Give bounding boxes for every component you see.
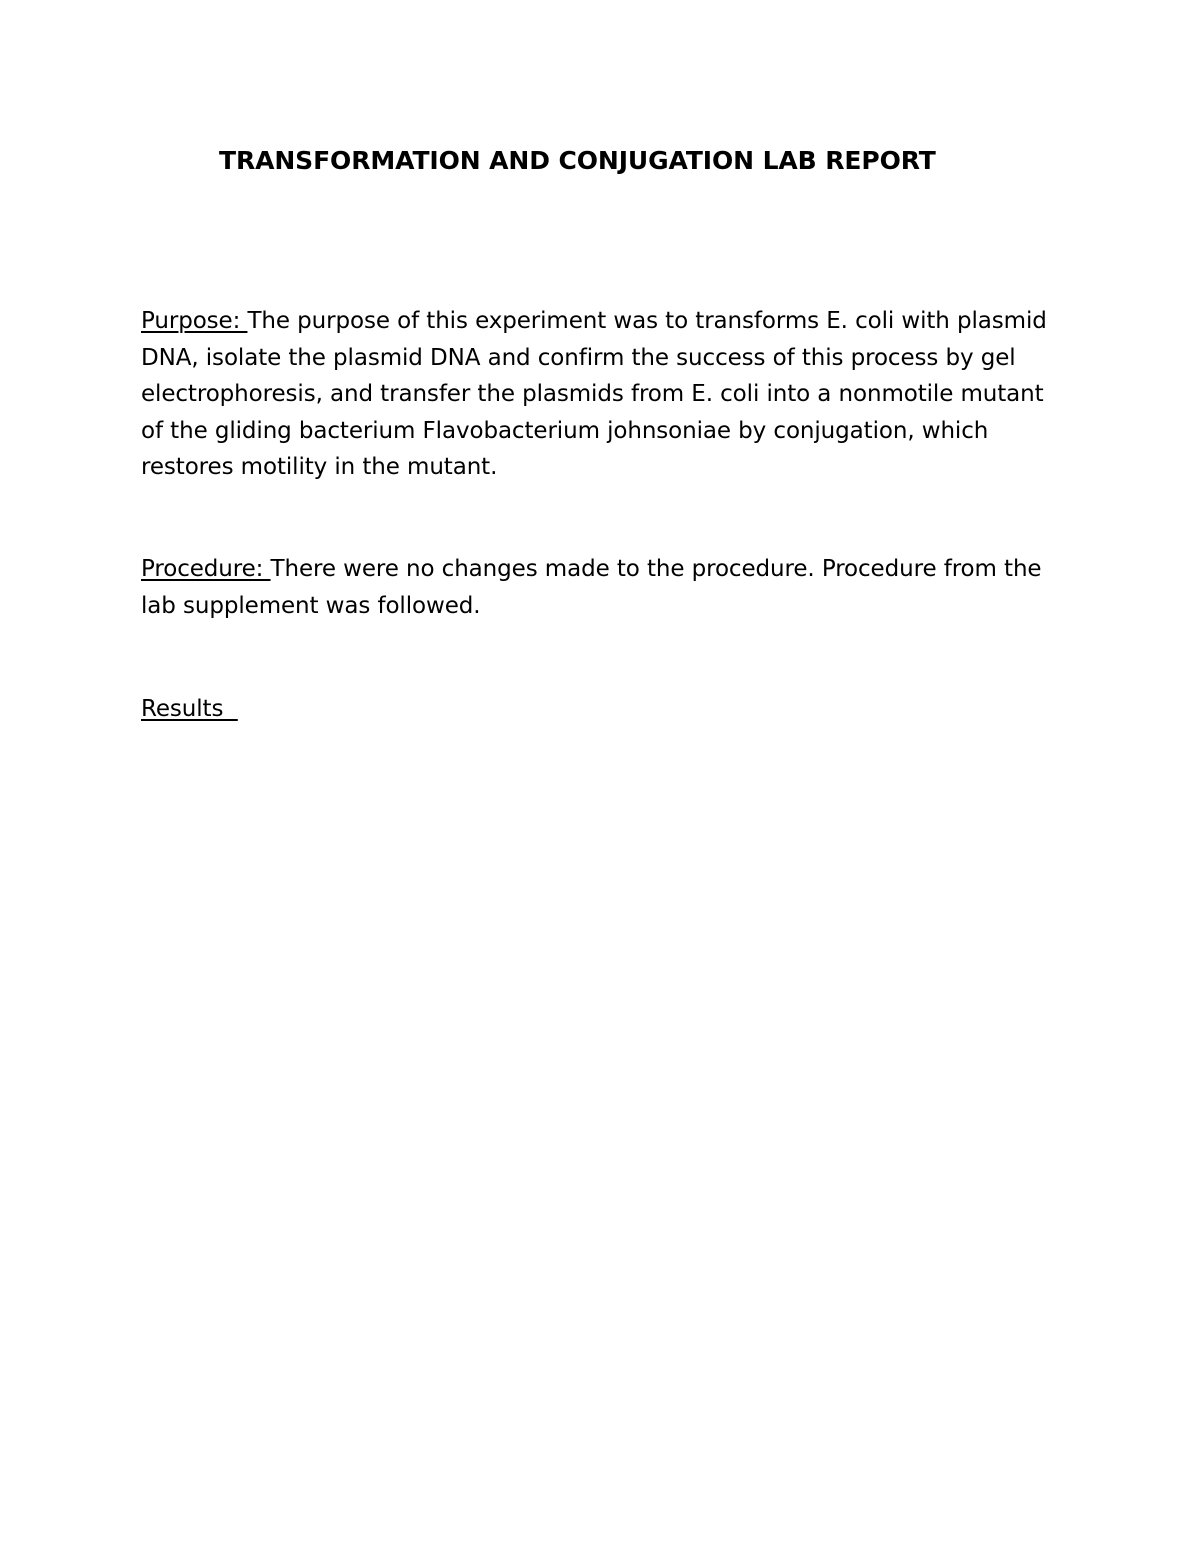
procedure-text: There were no changes made to the procedure. Procedure from the lab supplement was followed. [141, 556, 1042, 619]
procedure-label: Procedure: [141, 556, 271, 582]
results-paragraph [141, 691, 1066, 728]
purpose-text: The purpose of this experiment was to transforms E. coli with plasmid DNA, isolate the plasmid DNA and confirm the success of this process by gel electrophoresis, and transfer the plasmids from E. coli into a nonmotile mutant of the gliding bacterium Flavobacterium johnsoniae by conjugation, which restores motility in the mutant. [141, 308, 1047, 481]
document-title: TRANSFORMATION AND CONJUGATION LAB REPORT [219, 146, 936, 175]
results-label: Results [141, 696, 238, 722]
purpose-paragraph [141, 303, 1066, 486]
procedure-paragraph [141, 551, 1066, 624]
purpose-label: Purpose: [141, 308, 248, 334]
